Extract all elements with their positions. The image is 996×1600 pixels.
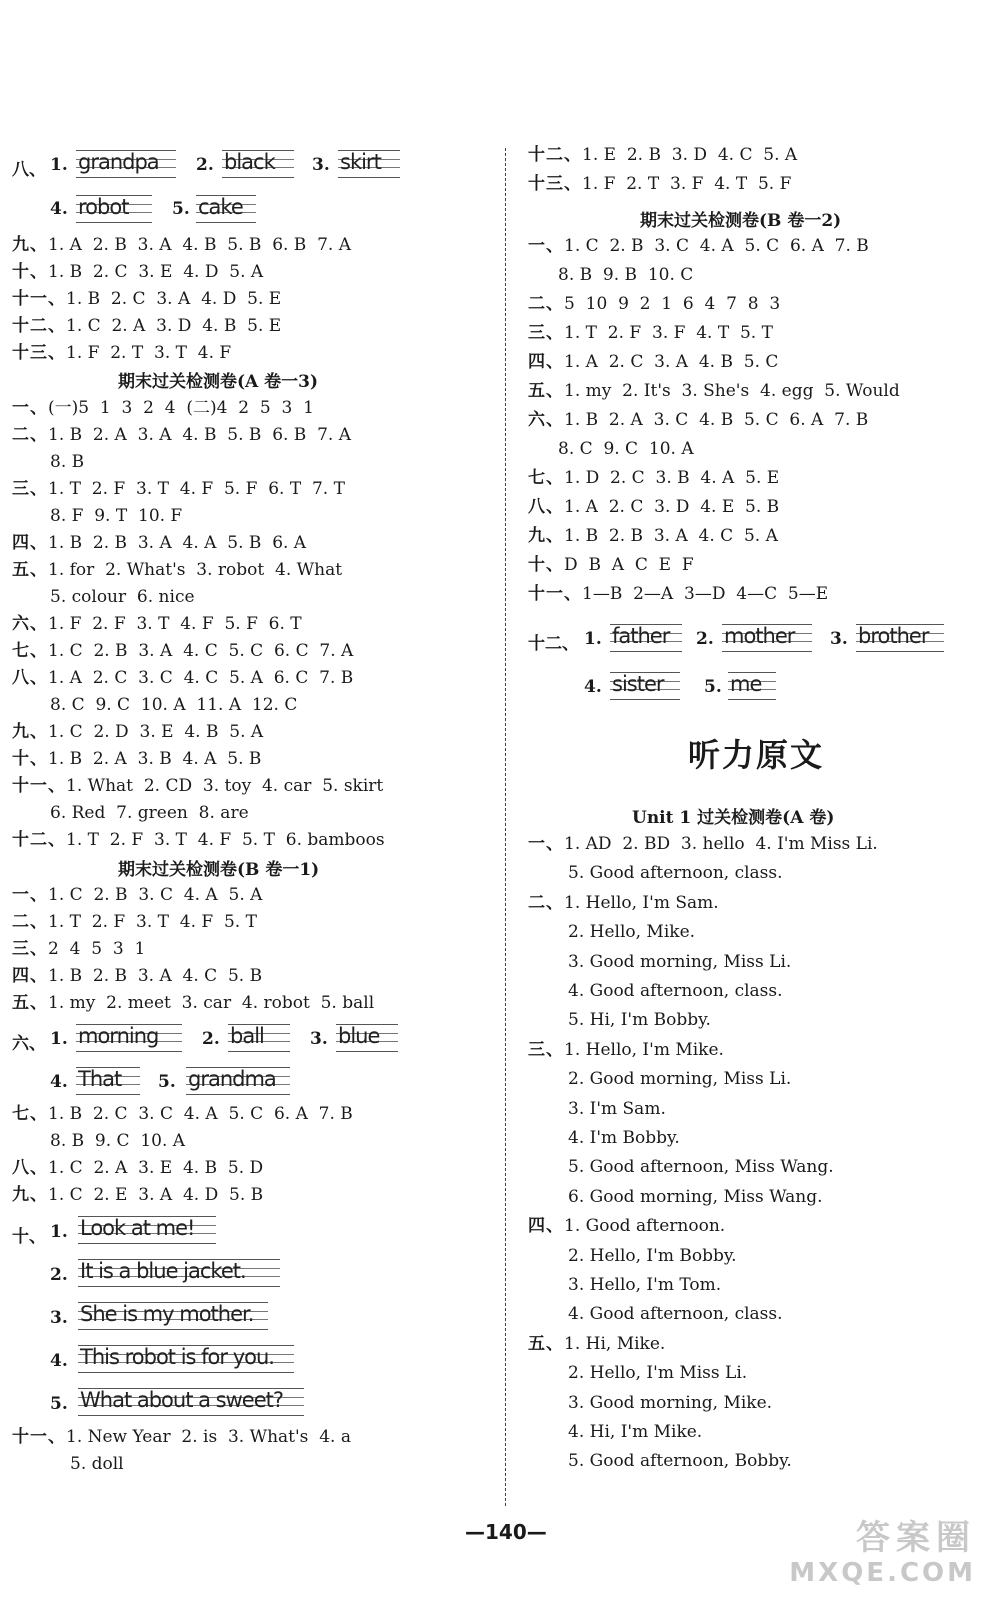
handwriting-box: mother bbox=[722, 622, 812, 652]
section-label: 七、 bbox=[528, 468, 564, 488]
answer-row bbox=[50, 1131, 185, 1151]
answer-row bbox=[568, 1304, 783, 1324]
answer-text: 1. my 2. It's 3. She's 4. egg 5. Would bbox=[564, 381, 900, 401]
answer-row bbox=[12, 641, 353, 661]
answer-text: 2 4 5 3 1 bbox=[48, 939, 146, 959]
unit-title: Unit 1 过关检测卷(A 卷) bbox=[632, 808, 835, 828]
answer-row bbox=[12, 939, 145, 959]
section-label: 五、 bbox=[12, 993, 48, 1013]
answer-row bbox=[12, 722, 263, 742]
answer-row bbox=[528, 468, 779, 488]
item-number: 2. bbox=[696, 629, 714, 649]
answer-row bbox=[12, 560, 342, 580]
answer-row bbox=[528, 352, 778, 372]
answer-text: 1. T 2. F 3. T 4. F 5. T 6. bamboos bbox=[66, 830, 385, 850]
answer-text: D B A C E F bbox=[564, 555, 694, 575]
section-label: 十二、 bbox=[528, 634, 579, 654]
item-number: 1. bbox=[584, 629, 602, 649]
answer-text: 1. my 2. meet 3. car 4. robot 5. ball bbox=[48, 993, 375, 1013]
answer-row bbox=[50, 587, 195, 607]
answer-row bbox=[528, 893, 719, 913]
answer-text: 1. Hello, I'm Mike. bbox=[564, 1039, 724, 1060]
section-label: 五、 bbox=[12, 560, 48, 580]
handwriting-box: me bbox=[728, 670, 776, 700]
answer-text: 2. Good morning, Miss Li. bbox=[568, 1069, 792, 1090]
section-label: 二、 bbox=[528, 294, 564, 314]
answer-row bbox=[568, 1128, 680, 1148]
answer-text: 8. B 9. B 10. C bbox=[558, 265, 694, 285]
handwriting-box: black bbox=[222, 148, 294, 178]
answer-text: 1. C 2. E 3. A 4. D 5. B bbox=[48, 1185, 264, 1205]
section-label: 三、 bbox=[528, 1039, 564, 1060]
section-title: 期末过关检测卷(A 卷一3) bbox=[118, 372, 319, 392]
handwriting-box: That bbox=[76, 1065, 140, 1095]
answer-text: 1. What 2. CD 3. toy 4. car 5. skirt bbox=[66, 776, 384, 796]
section-label: 八、 bbox=[528, 497, 564, 517]
handwriting-box: robot bbox=[76, 193, 152, 223]
answer-text: 8. B bbox=[50, 452, 85, 472]
handwriting-box: father bbox=[610, 622, 682, 652]
answer-row bbox=[528, 526, 778, 546]
section-label: 七、 bbox=[12, 641, 48, 661]
answer-row bbox=[12, 776, 383, 796]
section-label: 九、 bbox=[12, 235, 48, 255]
answer-text: 6. Good morning, Miss Wang. bbox=[568, 1186, 823, 1207]
section-label: 一、 bbox=[12, 885, 48, 905]
answer-row bbox=[528, 834, 878, 854]
answer-row bbox=[12, 1185, 263, 1205]
section-label: 三、 bbox=[12, 939, 48, 959]
answer-text: 5. Good afternoon, Bobby. bbox=[568, 1451, 792, 1472]
answer-row bbox=[558, 265, 693, 285]
handwriting-box: skirt bbox=[338, 148, 400, 178]
answer-row bbox=[568, 1010, 711, 1030]
answer-text: 4. Good afternoon, class. bbox=[568, 1304, 783, 1325]
answer-text: 1. T 2. F 3. T 4. F 5. T bbox=[48, 912, 257, 932]
answer-text: (一)5 1 3 2 4 (二)4 2 5 3 1 bbox=[48, 398, 314, 418]
answer-text: 1. B 2. B 3. A 4. C 5. A bbox=[564, 526, 778, 546]
answer-row bbox=[568, 952, 791, 972]
answer-text: 1. New Year 2. is 3. What's 4. a bbox=[66, 1427, 351, 1447]
answer-row bbox=[12, 749, 261, 769]
section-label: 七、 bbox=[12, 1104, 48, 1124]
answer-row bbox=[528, 323, 773, 343]
answer-text: 1. B 2. B 3. A 4. C 5. B bbox=[48, 966, 263, 986]
answer-text: 2. Hello, Mike. bbox=[568, 922, 696, 943]
answer-text: 3. I'm Sam. bbox=[568, 1098, 666, 1119]
answer-text: 5. colour 6. nice bbox=[50, 587, 195, 607]
answer-row bbox=[528, 1040, 724, 1060]
answer-row bbox=[12, 1158, 263, 1178]
answer-row bbox=[568, 1451, 792, 1471]
section-label: 二、 bbox=[12, 912, 48, 932]
answer-row bbox=[528, 584, 828, 604]
answer-text: 1. B 2. A 3. A 4. B 5. B 6. B 7. A bbox=[48, 425, 352, 445]
answer-row bbox=[528, 410, 868, 430]
answer-text: 1. B 2. C 3. C 4. A 5. C 6. A 7. B bbox=[48, 1104, 353, 1124]
answer-row bbox=[12, 1104, 353, 1124]
answer-row bbox=[70, 1454, 124, 1474]
answer-text: 1. Hello, I'm Sam. bbox=[564, 892, 719, 913]
answer-row bbox=[528, 497, 779, 517]
handwriting-box: morning bbox=[76, 1022, 182, 1052]
answer-text: 1. Hi, Mike. bbox=[564, 1333, 666, 1354]
answer-row bbox=[528, 174, 791, 194]
answer-row bbox=[12, 830, 385, 850]
answer-row bbox=[568, 922, 695, 942]
answer-row bbox=[568, 981, 783, 1001]
answer-row bbox=[528, 294, 780, 314]
section-label: 十二、 bbox=[528, 145, 582, 165]
section-label: 四、 bbox=[12, 533, 48, 553]
section-label: 九、 bbox=[12, 722, 48, 742]
answer-row bbox=[12, 479, 345, 499]
handwriting-box: cake bbox=[196, 193, 256, 223]
answer-row bbox=[568, 1157, 834, 1177]
handwriting-box: Look at me! bbox=[78, 1214, 216, 1244]
answer-row bbox=[568, 863, 783, 883]
answer-row bbox=[12, 614, 302, 634]
answer-row bbox=[568, 1422, 702, 1442]
answer-text: 1. D 2. C 3. B 4. A 5. E bbox=[564, 468, 780, 488]
handwriting-box: She is my mother. bbox=[78, 1300, 268, 1330]
section-label: 十、 bbox=[12, 262, 48, 282]
answer-text: 8. F 9. T 10. F bbox=[50, 506, 183, 526]
answer-text: 1. A 2. C 3. D 4. E 5. B bbox=[564, 497, 780, 517]
answer-row bbox=[528, 145, 797, 165]
answer-row bbox=[568, 1393, 772, 1413]
answer-text: 1. AD 2. BD 3. hello 4. I'm Miss Li. bbox=[564, 834, 878, 854]
section-label: 十二、 bbox=[12, 830, 66, 850]
answer-text: 5 10 9 2 1 6 4 7 8 3 bbox=[564, 294, 781, 314]
section-label: 六、 bbox=[528, 410, 564, 430]
heading-listening-text: 听力原文 bbox=[688, 736, 825, 774]
section-label: 十二、 bbox=[12, 316, 66, 336]
section-label: 十三、 bbox=[12, 343, 66, 363]
answer-text: 1. B 2. B 3. A 4. A 5. B 6. A bbox=[48, 533, 307, 553]
answer-text: 1. A 2. B 3. A 4. B 5. B 6. B 7. A bbox=[48, 235, 352, 255]
item-number: 3. bbox=[310, 1029, 328, 1049]
answer-text: 1. C 2. D 3. E 4. B 5. A bbox=[48, 722, 264, 742]
section-label: 四、 bbox=[528, 352, 564, 372]
answer-row bbox=[12, 343, 231, 363]
answer-text: 1. B 2. C 3. A 4. D 5. E bbox=[66, 289, 282, 309]
section-label: 十一、 bbox=[528, 584, 582, 604]
answer-row bbox=[528, 555, 694, 575]
page-number: —140— bbox=[465, 1520, 547, 1544]
item-number: 2. bbox=[196, 155, 214, 175]
section-label: 十一、 bbox=[12, 776, 66, 796]
answer-row bbox=[12, 289, 281, 309]
answer-row bbox=[12, 398, 314, 418]
answer-row bbox=[568, 1099, 666, 1119]
item-number: 3. bbox=[50, 1308, 68, 1328]
section-label: 八、 bbox=[12, 160, 46, 180]
answer-row bbox=[12, 235, 351, 255]
handwriting-box: It is a blue jacket. bbox=[78, 1257, 280, 1287]
answer-text: 1. B 2. A 3. B 4. A 5. B bbox=[48, 749, 262, 769]
answer-row bbox=[528, 381, 900, 401]
answer-text: 1. B 2. C 3. E 4. D 5. A bbox=[48, 262, 264, 282]
section-label: 十、 bbox=[12, 749, 48, 769]
answer-row bbox=[528, 1334, 665, 1354]
item-number: 5. bbox=[158, 1072, 176, 1092]
answer-text: 1. C 2. A 3. E 4. B 5. D bbox=[48, 1158, 264, 1178]
answer-row bbox=[568, 1069, 791, 1089]
answer-row bbox=[50, 506, 182, 526]
handwriting-box: blue bbox=[336, 1022, 398, 1052]
answer-row bbox=[568, 1187, 823, 1207]
answer-text: 1. C 2. A 3. D 4. B 5. E bbox=[66, 316, 282, 336]
item-number: 4. bbox=[50, 1351, 68, 1371]
handwriting-box: grandma bbox=[186, 1065, 290, 1095]
answer-text: 1. T 2. F 3. F 4. T 5. T bbox=[564, 323, 773, 343]
item-number: 2. bbox=[50, 1265, 68, 1285]
section-label: 五、 bbox=[528, 381, 564, 401]
answer-text: 2. Hello, I'm Bobby. bbox=[568, 1245, 737, 1266]
answer-row bbox=[558, 439, 694, 459]
answer-text: 4. I'm Bobby. bbox=[568, 1128, 680, 1148]
answer-row bbox=[12, 668, 353, 688]
item-number: 4. bbox=[50, 1072, 68, 1092]
answer-text: 3. Good morning, Mike. bbox=[568, 1392, 773, 1413]
column-divider bbox=[505, 148, 506, 1506]
section-label: 六、 bbox=[12, 614, 48, 634]
section-label: 二、 bbox=[528, 892, 564, 913]
section-label: 四、 bbox=[12, 966, 48, 986]
answer-text: 1—B 2—A 3—D 4—C 5—E bbox=[582, 584, 829, 604]
handwriting-box: What about a sweet? bbox=[78, 1386, 304, 1416]
answer-text: 4. Good afternoon, class. bbox=[568, 981, 783, 1001]
section-label: 五、 bbox=[528, 1333, 564, 1354]
section-label: 一、 bbox=[12, 398, 48, 418]
item-number: 3. bbox=[312, 155, 330, 175]
item-number: 1. bbox=[50, 1029, 68, 1049]
answer-text: 1. F 2. T 3. F 4. T 5. F bbox=[582, 174, 792, 194]
section-label: 一、 bbox=[528, 236, 564, 256]
item-number: 1. bbox=[50, 1222, 68, 1242]
section-title: 期末过关检测卷(B 卷一1) bbox=[118, 860, 320, 880]
answer-text: 5. Good afternoon, class. bbox=[568, 863, 783, 884]
answer-text: 1. C 2. B 3. A 4. C 5. C 6. C 7. A bbox=[48, 641, 354, 661]
answer-text: 1. C 2. B 3. C 4. A 5. C 6. A 7. B bbox=[564, 236, 869, 256]
section-label: 九、 bbox=[12, 1185, 48, 1205]
handwriting-box: This robot is for you. bbox=[78, 1343, 294, 1373]
handwriting-box: grandpa bbox=[76, 148, 176, 178]
answer-text: 1. Good afternoon. bbox=[564, 1216, 726, 1237]
answer-text: 5. doll bbox=[70, 1454, 124, 1474]
section-label: 十、 bbox=[12, 1227, 46, 1247]
answer-text: 8. C 9. C 10. A 11. A 12. C bbox=[50, 695, 298, 715]
answer-text: 8. B 9. C 10. A bbox=[50, 1131, 186, 1151]
item-number: 3. bbox=[830, 629, 848, 649]
answer-row bbox=[50, 695, 297, 715]
answer-text: 1. T 2. F 3. T 4. F 5. F 6. T 7. T bbox=[48, 479, 345, 499]
answer-text: 3. Good morning, Miss Li. bbox=[568, 951, 792, 972]
section-label: 十三、 bbox=[528, 174, 582, 194]
section-label: 二、 bbox=[12, 425, 48, 445]
section-label: 十一、 bbox=[12, 289, 66, 309]
section-label: 三、 bbox=[528, 323, 564, 343]
answer-row bbox=[568, 1275, 721, 1295]
section-label: 四、 bbox=[528, 1216, 564, 1237]
section-title: 期末过关检测卷(B 卷一2) bbox=[640, 211, 842, 231]
handwriting-box: sister bbox=[610, 670, 680, 700]
answer-text: 1. A 2. C 3. A 4. B 5. C bbox=[564, 352, 779, 372]
section-label: 一、 bbox=[528, 834, 564, 854]
answer-row bbox=[528, 1216, 725, 1236]
answer-text: 1. F 2. T 3. T 4. F bbox=[66, 343, 232, 363]
answer-text: 1. F 2. F 3. T 4. F 5. F 6. T bbox=[48, 614, 302, 634]
answer-text: 6. Red 7. green 8. are bbox=[50, 803, 249, 823]
watermark-logo: 答案圈 MXQE.COM bbox=[789, 1518, 976, 1588]
answer-row bbox=[568, 1363, 747, 1383]
answer-row bbox=[12, 316, 281, 336]
section-label: 三、 bbox=[12, 479, 48, 499]
answer-row bbox=[12, 1427, 351, 1447]
answer-row bbox=[12, 912, 257, 932]
section-label: 六、 bbox=[12, 1034, 46, 1054]
item-number: 5. bbox=[172, 199, 190, 219]
section-label: 十、 bbox=[528, 555, 564, 575]
answer-row bbox=[12, 262, 263, 282]
section-label: 八、 bbox=[12, 668, 48, 688]
answer-row bbox=[50, 452, 84, 472]
item-number: 5. bbox=[704, 677, 722, 697]
answer-row bbox=[12, 533, 306, 553]
answer-text: 1. B 2. A 3. C 4. B 5. C 6. A 7. B bbox=[564, 410, 869, 430]
answer-text: 1. for 2. What's 3. robot 4. What bbox=[48, 560, 343, 580]
answer-row bbox=[12, 993, 374, 1013]
answer-text: 1. C 2. B 3. C 4. A 5. A bbox=[48, 885, 263, 905]
item-number: 1. bbox=[50, 155, 68, 175]
answer-row bbox=[12, 966, 262, 986]
answer-text: 4. Hi, I'm Mike. bbox=[568, 1422, 703, 1442]
item-number: 2. bbox=[202, 1029, 220, 1049]
answer-text: 3. Hello, I'm Tom. bbox=[568, 1275, 722, 1295]
section-label: 八、 bbox=[12, 1158, 48, 1178]
answer-text: 5. Good afternoon, Miss Wang. bbox=[568, 1157, 834, 1178]
item-number: 4. bbox=[584, 677, 602, 697]
answer-text: 8. C 9. C 10. A bbox=[558, 439, 694, 459]
answer-row bbox=[12, 425, 351, 445]
answer-text: 1. A 2. C 3. C 4. C 5. A 6. C 7. B bbox=[48, 668, 354, 688]
answer-text: 5. Hi, I'm Bobby. bbox=[568, 1010, 711, 1031]
answer-row bbox=[568, 1246, 737, 1266]
handwriting-box: brother bbox=[856, 622, 944, 652]
section-label: 九、 bbox=[528, 526, 564, 546]
answer-text: 2. Hello, I'm Miss Li. bbox=[568, 1363, 748, 1384]
section-label: 十一、 bbox=[12, 1427, 66, 1447]
answer-text: 1. E 2. B 3. D 4. C 5. A bbox=[582, 145, 798, 165]
answer-row bbox=[12, 885, 262, 905]
handwriting-box: ball bbox=[228, 1022, 290, 1052]
answer-row bbox=[528, 236, 869, 256]
item-number: 4. bbox=[50, 199, 68, 219]
item-number: 5. bbox=[50, 1394, 68, 1414]
answer-row bbox=[50, 803, 249, 823]
